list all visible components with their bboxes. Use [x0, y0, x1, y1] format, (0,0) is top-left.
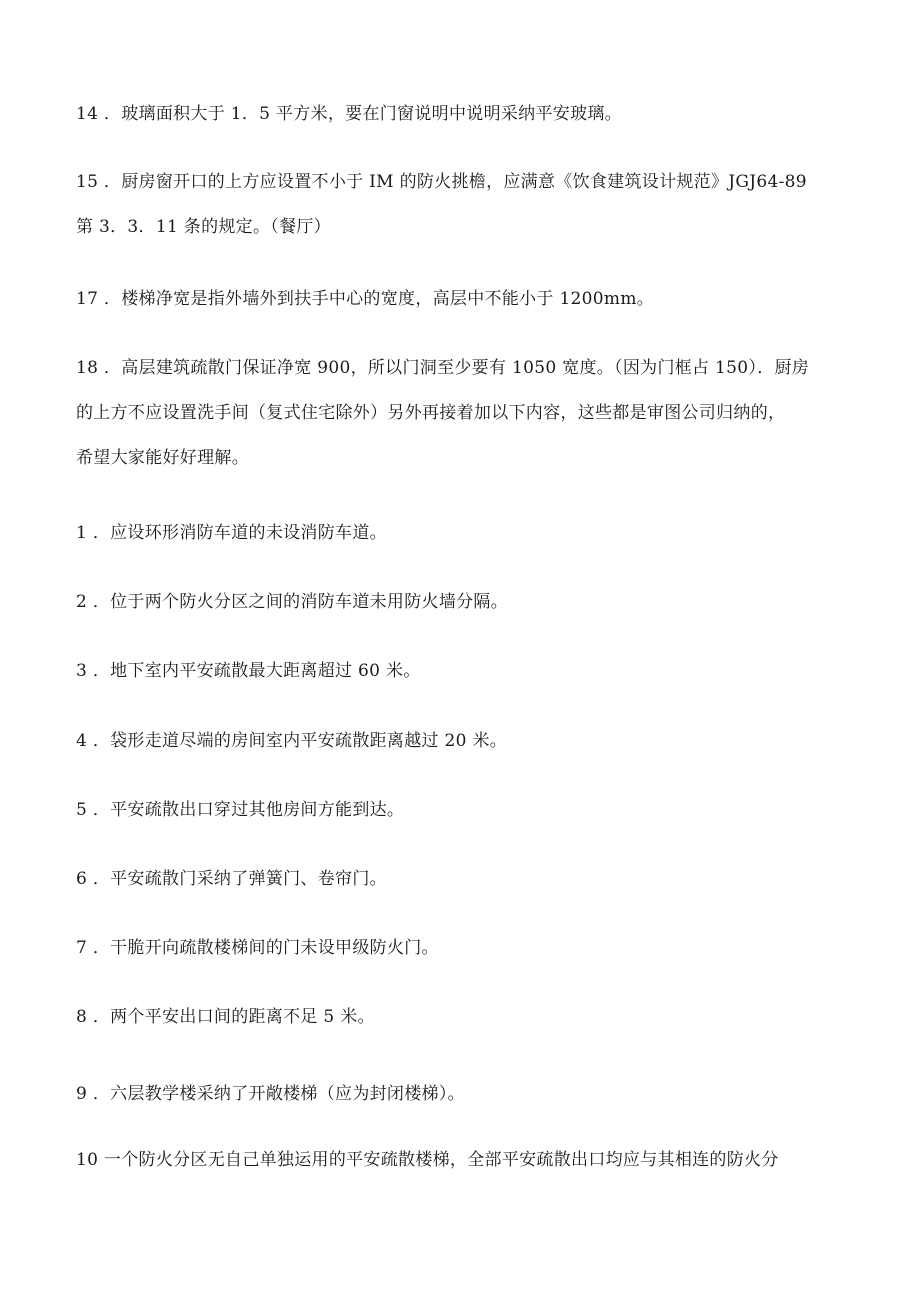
text-line: 14 ．玻璃面积大于 1．5 平方米，要在门窗说明中说明采纳平安玻璃。: [76, 104, 622, 124]
text-line: 17 ．楼梯净宽是指外墙外到扶手中心的宽度，高层中不能小于 1200mm。: [76, 289, 655, 309]
paragraph-item-18: [76, 346, 846, 481]
text-line: 8 ．两个平安出口间的距离不足 5 米。: [76, 1007, 375, 1027]
paragraph-item-9: [76, 1072, 846, 1117]
text-line: 6 ．平安疏散门采纳了弹簧门、卷帘门。: [76, 869, 387, 889]
paragraph-item-10: [76, 1138, 846, 1183]
text-line: 1 ．应设环形消防车道的未设消防车道。: [76, 523, 387, 543]
text-line: 9 ．六层教学楼采纳了开敞楼梯（应为封闭楼梯）。: [76, 1084, 465, 1104]
paragraph-item-15: [76, 160, 846, 250]
paragraph-item-1: [76, 511, 846, 556]
text-line: 10 一个防火分区无自己单独运用的平安疏散楼梯，全部平安疏散出口均应与其相连的防火分: [76, 1150, 779, 1170]
paragraph-item-8: [76, 995, 846, 1040]
text-line: 第 3．3．11 条的规定。（餐厅）: [76, 217, 331, 237]
text-line: 7 ．干脆开向疏散楼梯间的门未设甲级防火门。: [76, 938, 439, 958]
paragraph-item-2: [76, 580, 846, 625]
text-line: 希望大家能好好理解。: [76, 448, 249, 468]
text-line: 3 ．地下室内平安疏散最大距离超过 60 米。: [76, 661, 421, 681]
text-line: 4 ．袋形走道尽端的房间室内平安疏散距离越过 20 米。: [76, 731, 508, 751]
text-line: 2 ．位于两个防火分区之间的消防车道未用防火墙分隔。: [76, 592, 509, 612]
paragraph-item-17: [76, 277, 846, 322]
paragraph-item-5: [76, 788, 846, 833]
text-line: 15 ．厨房窗开口的上方应设置不小于 IM 的防火挑檐，应满意《饮食建筑设计规范》JGJ64-89: [76, 172, 807, 192]
paragraph-item-6: [76, 857, 846, 902]
text-line: 5 ．平安疏散出口穿过其他房间方能到达。: [76, 800, 405, 820]
text-line: 18 ．高层建筑疏散门保证净宽 900，所以门洞至少要有 1050 宽度。（因为门框占 150）．厨房: [76, 358, 810, 378]
paragraph-item-3: [76, 649, 846, 694]
text-line: 的上方不应设置洗手间（复式住宅除外）另外再接着加以下内容，这些都是审图公司归纳的，: [76, 403, 786, 423]
paragraph-item-7: [76, 926, 846, 971]
paragraph-item-14: [76, 92, 846, 137]
paragraph-item-4: [76, 719, 846, 764]
